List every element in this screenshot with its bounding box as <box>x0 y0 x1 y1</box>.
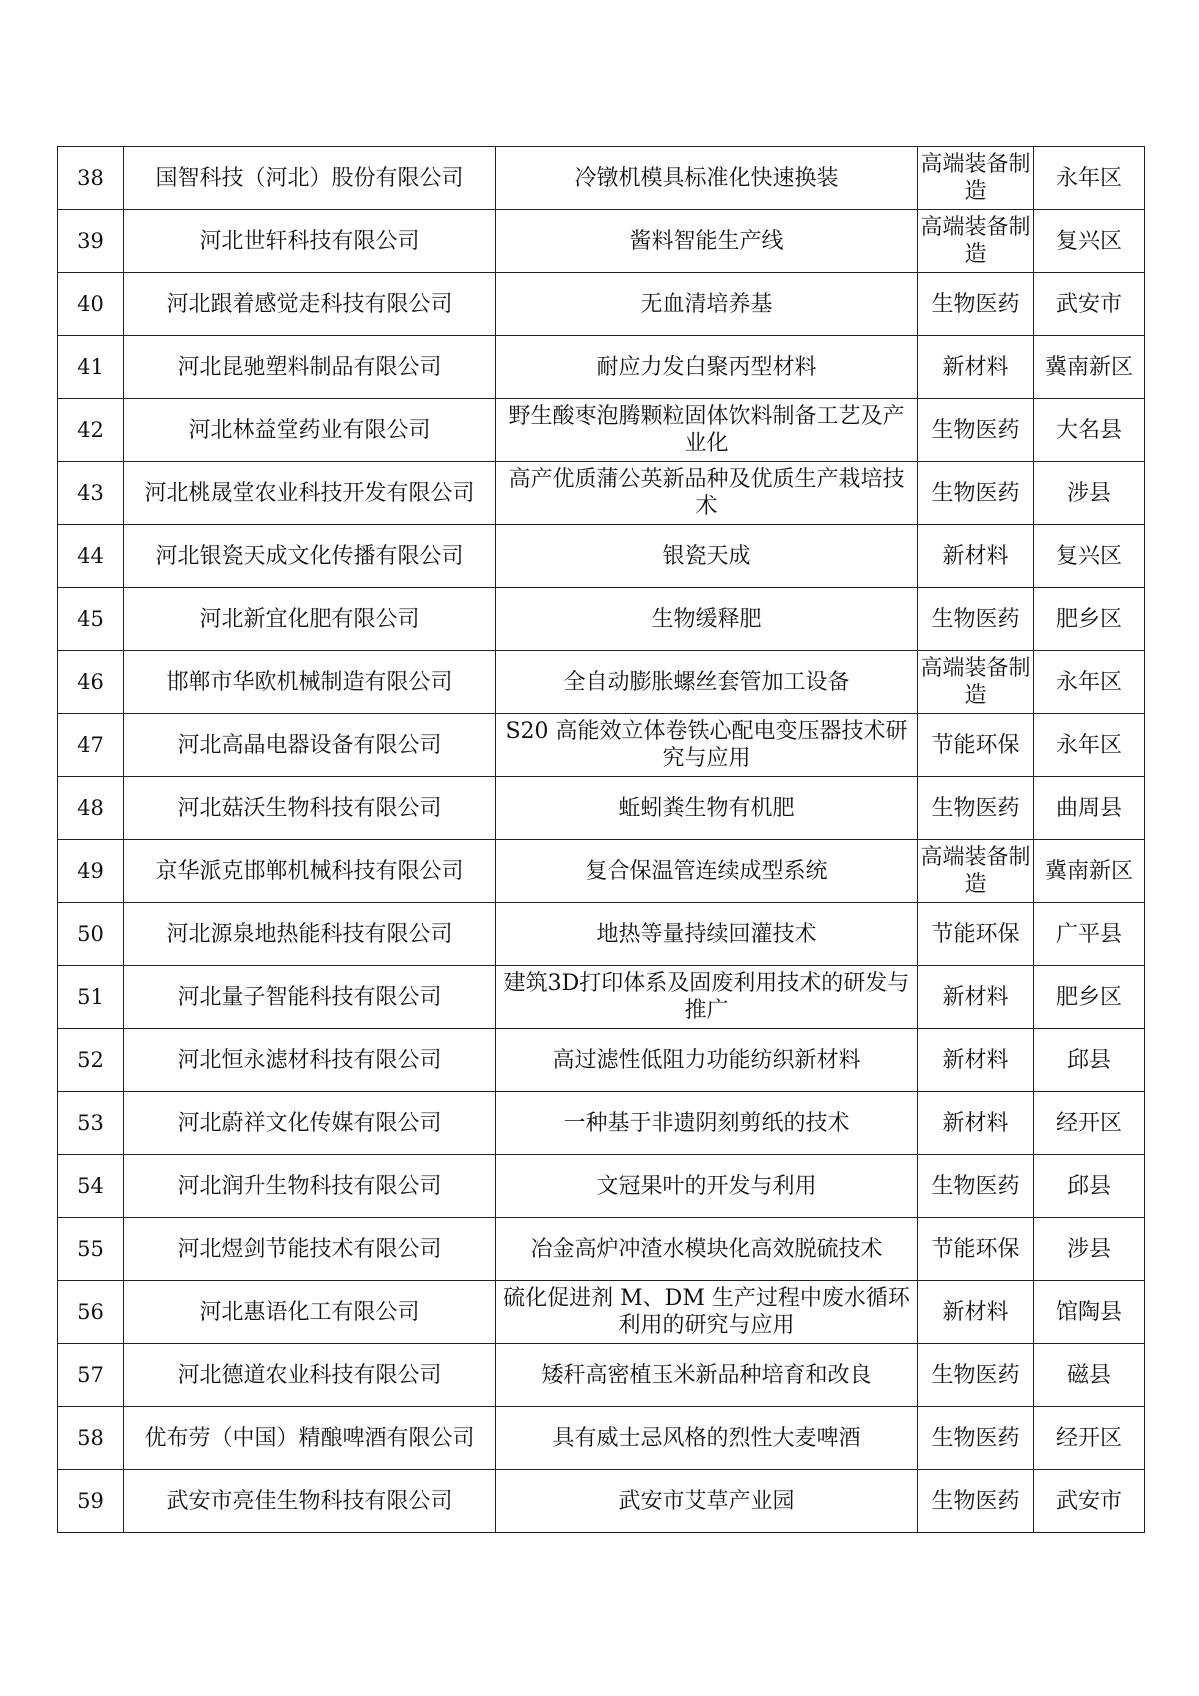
row-number-cell: 52 <box>58 1029 124 1092</box>
table-row <box>58 1281 1145 1344</box>
company-name-cell: 河北德道农业科技有限公司 <box>124 1344 496 1407</box>
project-name-cell: 建筑3D打印体系及固废利用技术的研发与推广 <box>496 966 918 1029</box>
row-number-cell: 44 <box>58 525 124 588</box>
company-name-cell: 河北菇沃生物科技有限公司 <box>124 777 496 840</box>
project-name-cell: 全自动膨胀螺丝套管加工设备 <box>496 651 918 714</box>
district-cell: 永年区 <box>1034 714 1145 777</box>
table-row <box>58 273 1145 336</box>
project-name-cell: 无血清培养基 <box>496 273 918 336</box>
company-name-cell: 河北高晶电器设备有限公司 <box>124 714 496 777</box>
industry-field-cell: 生物医药 <box>918 1344 1034 1407</box>
company-name-cell: 河北量子智能科技有限公司 <box>124 966 496 1029</box>
row-number-cell: 57 <box>58 1344 124 1407</box>
table-row <box>58 588 1145 651</box>
table-row <box>58 147 1145 210</box>
company-name-cell: 优布劳（中国）精酿啤酒有限公司 <box>124 1407 496 1470</box>
project-name-cell: 银瓷天成 <box>496 525 918 588</box>
project-name-cell: 耐应力发白聚丙型材料 <box>496 336 918 399</box>
table-row <box>58 903 1145 966</box>
industry-field-cell: 新材料 <box>918 1281 1034 1344</box>
table-row <box>58 777 1145 840</box>
row-number-cell: 45 <box>58 588 124 651</box>
table-row <box>58 1407 1145 1470</box>
industry-field-cell: 生物医药 <box>918 777 1034 840</box>
company-name-cell: 河北世轩科技有限公司 <box>124 210 496 273</box>
district-cell: 经开区 <box>1034 1407 1145 1470</box>
table-row <box>58 462 1145 525</box>
row-number-cell: 47 <box>58 714 124 777</box>
project-list-table <box>57 146 1145 1533</box>
district-cell: 涉县 <box>1034 462 1145 525</box>
table-body <box>58 147 1145 1533</box>
project-name-cell: 蚯蚓粪生物有机肥 <box>496 777 918 840</box>
company-name-cell: 武安市亮佳生物科技有限公司 <box>124 1470 496 1533</box>
project-name-cell: 硫化促进剂 M、DM 生产过程中废水循环利用的研究与应用 <box>496 1281 918 1344</box>
industry-field-cell: 新材料 <box>918 336 1034 399</box>
district-cell: 复兴区 <box>1034 210 1145 273</box>
industry-field-cell: 新材料 <box>918 1029 1034 1092</box>
project-name-cell: 高过滤性低阻力功能纺织新材料 <box>496 1029 918 1092</box>
table-row <box>58 399 1145 462</box>
company-name-cell: 河北昆驰塑料制品有限公司 <box>124 336 496 399</box>
district-cell: 武安市 <box>1034 273 1145 336</box>
row-number-cell: 39 <box>58 210 124 273</box>
district-cell: 冀南新区 <box>1034 336 1145 399</box>
district-cell: 肥乡区 <box>1034 588 1145 651</box>
company-name-cell: 河北蔚祥文化传媒有限公司 <box>124 1092 496 1155</box>
district-cell: 邱县 <box>1034 1029 1145 1092</box>
company-name-cell: 邯郸市华欧机械制造有限公司 <box>124 651 496 714</box>
district-cell: 冀南新区 <box>1034 840 1145 903</box>
company-name-cell: 河北跟着感觉走科技有限公司 <box>124 273 496 336</box>
industry-field-cell: 生物医药 <box>918 1470 1034 1533</box>
project-name-cell: 生物缓释肥 <box>496 588 918 651</box>
project-name-cell: 冷镦机模具标准化快速换装 <box>496 147 918 210</box>
district-cell: 永年区 <box>1034 147 1145 210</box>
row-number-cell: 48 <box>58 777 124 840</box>
company-name-cell: 京华派克邯郸机械科技有限公司 <box>124 840 496 903</box>
project-name-cell: S20 高能效立体卷铁心配电变压器技术研究与应用 <box>496 714 918 777</box>
industry-field-cell: 生物医药 <box>918 1155 1034 1218</box>
district-cell: 馆陶县 <box>1034 1281 1145 1344</box>
industry-field-cell: 生物医药 <box>918 399 1034 462</box>
table-row <box>58 714 1145 777</box>
district-cell: 经开区 <box>1034 1092 1145 1155</box>
project-name-cell: 文冠果叶的开发与利用 <box>496 1155 918 1218</box>
table-row <box>58 1029 1145 1092</box>
table-row <box>58 1155 1145 1218</box>
table-row <box>58 651 1145 714</box>
company-name-cell: 河北恒永滤材科技有限公司 <box>124 1029 496 1092</box>
row-number-cell: 51 <box>58 966 124 1029</box>
company-name-cell: 河北桃晟堂农业科技开发有限公司 <box>124 462 496 525</box>
row-number-cell: 56 <box>58 1281 124 1344</box>
table-row <box>58 210 1145 273</box>
company-name-cell: 国智科技（河北）股份有限公司 <box>124 147 496 210</box>
project-name-cell: 野生酸枣泡腾颗粒固体饮料制备工艺及产业化 <box>496 399 918 462</box>
project-name-cell: 复合保温管连续成型系统 <box>496 840 918 903</box>
row-number-cell: 46 <box>58 651 124 714</box>
company-name-cell: 河北源泉地热能科技有限公司 <box>124 903 496 966</box>
industry-field-cell: 新材料 <box>918 525 1034 588</box>
row-number-cell: 38 <box>58 147 124 210</box>
district-cell: 涉县 <box>1034 1218 1145 1281</box>
company-name-cell: 河北新宜化肥有限公司 <box>124 588 496 651</box>
table-row <box>58 336 1145 399</box>
table-row <box>58 966 1145 1029</box>
industry-field-cell: 生物医药 <box>918 1407 1034 1470</box>
project-name-cell: 一种基于非遗阴刻剪纸的技术 <box>496 1092 918 1155</box>
company-name-cell: 河北银瓷天成文化传播有限公司 <box>124 525 496 588</box>
district-cell: 武安市 <box>1034 1470 1145 1533</box>
table-row <box>58 1092 1145 1155</box>
industry-field-cell: 生物医药 <box>918 273 1034 336</box>
industry-field-cell: 高端装备制造 <box>918 651 1034 714</box>
district-cell: 曲周县 <box>1034 777 1145 840</box>
district-cell: 大名县 <box>1034 399 1145 462</box>
district-cell: 邱县 <box>1034 1155 1145 1218</box>
district-cell: 复兴区 <box>1034 525 1145 588</box>
project-name-cell: 酱料智能生产线 <box>496 210 918 273</box>
table-row <box>58 1344 1145 1407</box>
table-row <box>58 1218 1145 1281</box>
company-name-cell: 河北煜剑节能技术有限公司 <box>124 1218 496 1281</box>
row-number-cell: 53 <box>58 1092 124 1155</box>
district-cell: 磁县 <box>1034 1344 1145 1407</box>
row-number-cell: 58 <box>58 1407 124 1470</box>
row-number-cell: 43 <box>58 462 124 525</box>
industry-field-cell: 节能环保 <box>918 1218 1034 1281</box>
project-name-cell: 冶金高炉冲渣水模块化高效脱硫技术 <box>496 1218 918 1281</box>
row-number-cell: 54 <box>58 1155 124 1218</box>
project-name-cell: 矮秆高密植玉米新品种培育和改良 <box>496 1344 918 1407</box>
row-number-cell: 50 <box>58 903 124 966</box>
industry-field-cell: 新材料 <box>918 1092 1034 1155</box>
industry-field-cell: 高端装备制造 <box>918 840 1034 903</box>
table-row <box>58 525 1145 588</box>
district-cell: 肥乡区 <box>1034 966 1145 1029</box>
industry-field-cell: 生物医药 <box>918 462 1034 525</box>
industry-field-cell: 生物医药 <box>918 588 1034 651</box>
row-number-cell: 55 <box>58 1218 124 1281</box>
row-number-cell: 59 <box>58 1470 124 1533</box>
company-name-cell: 河北润升生物科技有限公司 <box>124 1155 496 1218</box>
district-cell: 永年区 <box>1034 651 1145 714</box>
industry-field-cell: 新材料 <box>918 966 1034 1029</box>
table-row <box>58 840 1145 903</box>
company-name-cell: 河北林益堂药业有限公司 <box>124 399 496 462</box>
row-number-cell: 49 <box>58 840 124 903</box>
project-name-cell: 具有威士忌风格的烈性大麦啤酒 <box>496 1407 918 1470</box>
row-number-cell: 42 <box>58 399 124 462</box>
table-row <box>58 1470 1145 1533</box>
company-name-cell: 河北惠语化工有限公司 <box>124 1281 496 1344</box>
project-name-cell: 高产优质蒲公英新品种及优质生产栽培技术 <box>496 462 918 525</box>
industry-field-cell: 高端装备制造 <box>918 147 1034 210</box>
industry-field-cell: 节能环保 <box>918 714 1034 777</box>
row-number-cell: 41 <box>58 336 124 399</box>
row-number-cell: 40 <box>58 273 124 336</box>
project-name-cell: 地热等量持续回灌技术 <box>496 903 918 966</box>
district-cell: 广平县 <box>1034 903 1145 966</box>
project-name-cell: 武安市艾草产业园 <box>496 1470 918 1533</box>
industry-field-cell: 节能环保 <box>918 903 1034 966</box>
industry-field-cell: 高端装备制造 <box>918 210 1034 273</box>
